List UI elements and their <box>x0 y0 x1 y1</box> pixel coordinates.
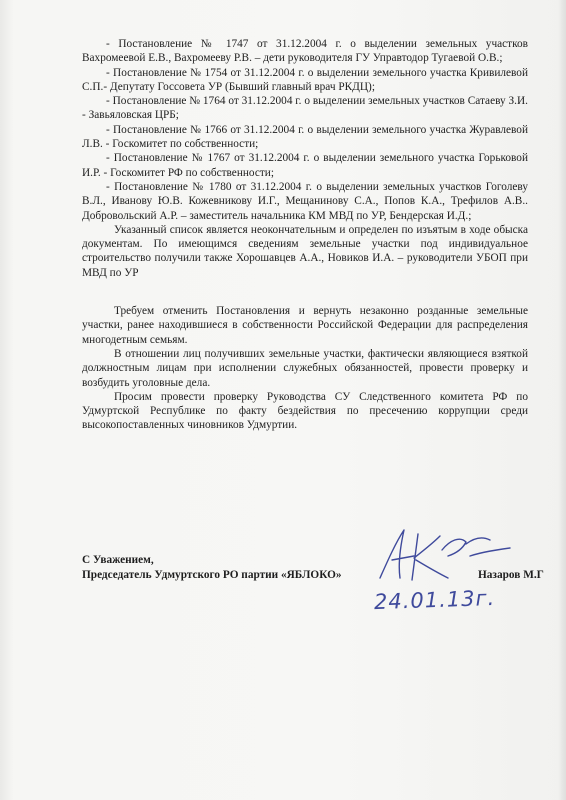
closing-phrase: С Уважением, <box>82 554 154 566</box>
signer-name: Назаров М.Г <box>478 569 544 581</box>
request-paragraph: Просим провести проверку Руководства СУ Следственного комитета РФ по Удмуртской Республике по факту бездействия по пресечению коррупции среди высокопоставленных чиновников Удмуртии. <box>82 390 528 432</box>
criminal-case-paragraph: В отношении лиц получивших земельные участки, фактически являющиеся взяткой должностным лицам при исполнении служебных обязанностей, провести проверку и возбудить уголовные дела. <box>82 347 528 389</box>
resolution-item-1766: - Постановление № 1766 от 31.12.2004 г. о выделении земельного участка Журавлевой Л.В. - Госкомитет по собственности; <box>82 123 528 151</box>
signer-position: Председатель Удмуртского РО партии «ЯБЛОКО» <box>82 569 342 581</box>
resolution-item-1754: - Постановление № 1754 от 31.12.2004 г. о выделении земельного участка Кривилевой С.П.- Депутату Госсовета УР (Бывший главный врач РКДЦ); <box>82 66 528 93</box>
list-note-paragraph: Указанный список является неокончательным и определен по изъятым в ходе обыска документам. По имеющимся сведениям земельные участки под индивидуальное строительство получили также Хорошавцев А.А., Новиков И.А. – руководители УБОП при МВД по УР <box>82 223 528 279</box>
resolution-item-1780: - Постановление № 1780 от 31.12.2004 г. о выделении земельных участков Гоголеву В.Л., Иванову Ю.В. Кожевникову И.Г., Мещанинову С.А., Попов К.А., Трефилов А.В.. Добровольский А.Р. – заместитель начальника КМ МВД по УР, Бендерская И.Д.; <box>82 180 528 222</box>
demand-paragraph: Требуем отменить Постановления и вернуть незаконно розданные земельные участки, ранее находившиеся в собственности Российской Федерации для распределения многодетным семьям. <box>82 305 528 346</box>
handwritten-signature <box>370 520 520 590</box>
resolution-item-1764: - Постановление № 1764 от 31.12.2004 г. о выделении земельных участков Сатаеву З.И. - Завьяловская ЦРБ; <box>82 95 528 122</box>
letter-body <box>82 37 528 433</box>
handwritten-date: 24.01.13г. <box>373 585 496 615</box>
page-edge-shadow <box>558 0 566 800</box>
resolution-item-1767: - Постановление № 1767 от 31.12.2004 г. о выделении земельного участка Горьковой И.Р. - Госкомитет РФ по собственности; <box>82 152 528 179</box>
resolution-item-1747: - Постановление № 1747 от 31.12.2004 г. о выделении земельных участков Вахромеевой Е.В., Вахромееву Р.В. – дети руководителя ГУ Управтодор Тугаевой О.В.; <box>82 38 528 65</box>
